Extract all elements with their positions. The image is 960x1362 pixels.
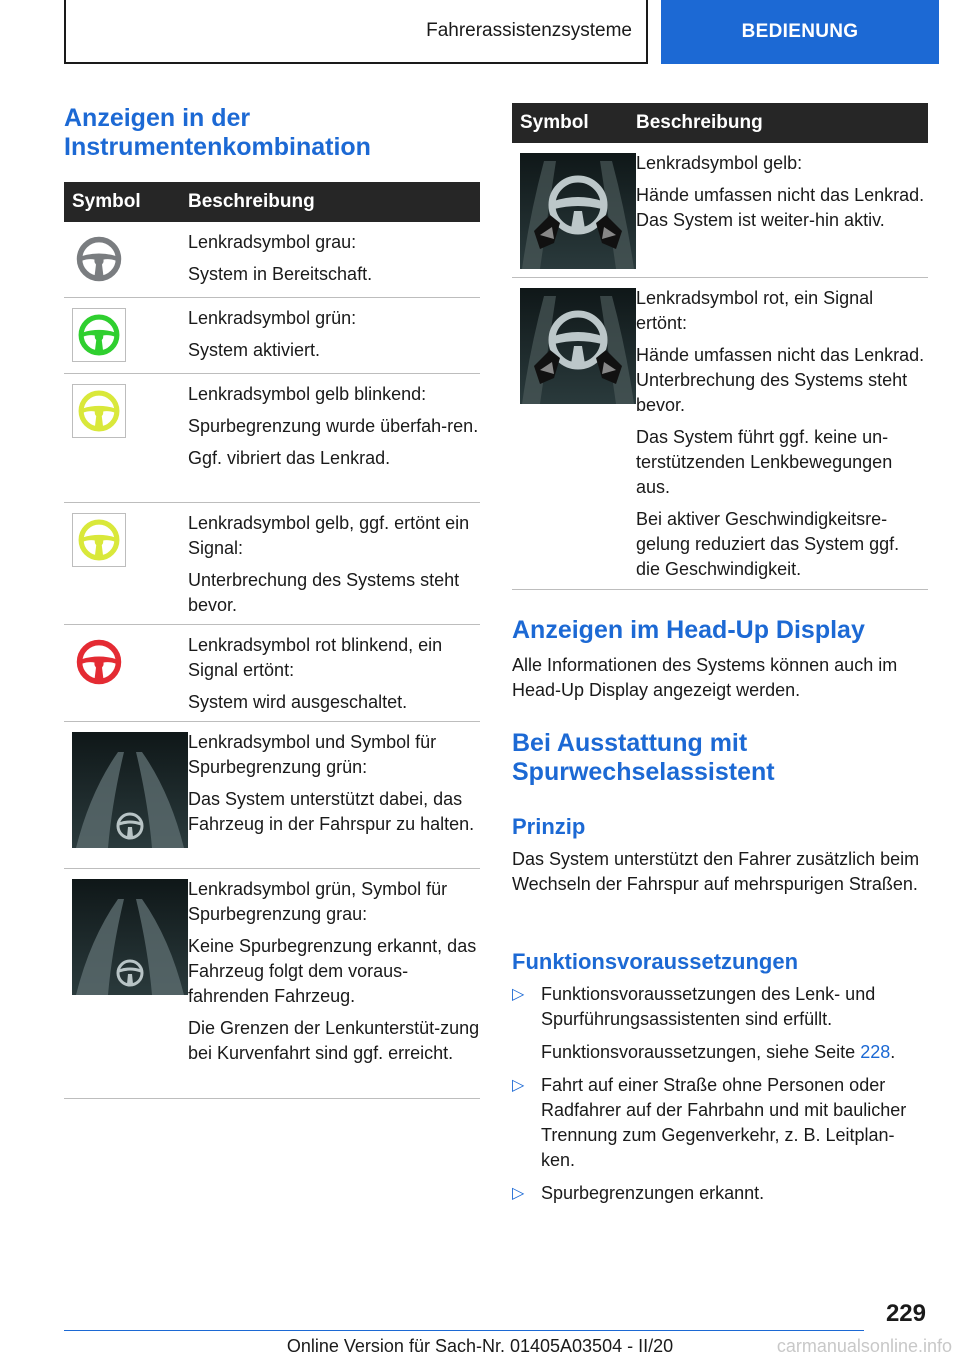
header-description: Beschreibung: [188, 191, 315, 212]
hud-heading: Anzeigen im Head-Up Display: [512, 616, 865, 644]
list-item: [512, 1181, 928, 1206]
header-symbol: Symbol: [520, 112, 589, 133]
instrument-cluster-table: [64, 182, 480, 1099]
cross-reference-text: Funktionsvoraussetzungen, siehe Seite: [541, 1042, 861, 1062]
row-title: Lenkradsymbol gelb:: [636, 153, 803, 173]
row-title: Lenkradsymbol rot, ein Signal ertönt:: [636, 288, 874, 333]
lane-display-screen-icon: [72, 879, 188, 995]
row-text: System in Bereitschaft.: [188, 264, 373, 284]
bullet-subtext: [541, 1040, 928, 1065]
section-title: Fahrerassistenzsysteme: [426, 20, 632, 41]
table-row: [64, 722, 480, 869]
triangle-bullet-icon: ▷: [512, 986, 525, 1003]
header-description: Beschreibung: [636, 112, 763, 133]
triangle-bullet-icon: ▷: [512, 1077, 525, 1094]
section-header: [64, 0, 648, 64]
page-link[interactable]: 228: [860, 1042, 891, 1062]
chapter-tab: [661, 0, 939, 64]
list-item: [512, 982, 928, 1065]
row-text: System aktiviert.: [188, 340, 321, 360]
hud-text: Alle Informationen des Systems können auch im Head-Up Display angezeigt werden.: [512, 655, 898, 700]
row-text: Die Grenzen der Lenkunterstüt-zung bei Kurvenfahrt sind ggf. erreicht.: [188, 1018, 480, 1063]
row-title: Lenkradsymbol rot blinkend, ein Signal ertönt:: [188, 635, 443, 680]
hands-off-wheel-screen-icon: [520, 288, 636, 404]
steering-wheel-yellow-icon: [72, 513, 126, 567]
table-row: [64, 298, 480, 374]
row-text: Unterbrechung des Systems steht bevor.: [188, 570, 460, 615]
table-row: [64, 222, 480, 298]
table-row: [64, 503, 480, 625]
footer-rule: [64, 1330, 864, 1331]
row-title: Lenkradsymbol grün:: [188, 308, 357, 328]
steering-wheel-gray-icon: [72, 232, 126, 286]
row-text: Spurbegrenzung wurde überfah-ren.: [188, 416, 479, 436]
row-text: Das System führt ggf. keine un-terstützenden Lenkbewegungen aus.: [636, 427, 893, 497]
page-number: 229: [885, 1300, 926, 1327]
hands-off-table: [512, 103, 928, 590]
hands-off-wheel-screen-icon: [520, 153, 636, 269]
footer-text: Online Version für Sach-Nr. 01405A03504 - II/20: [286, 1336, 674, 1356]
row-text: System wird ausgeschaltet.: [188, 692, 408, 712]
table-header: [64, 182, 480, 222]
table-row: [64, 625, 480, 722]
table-row: [512, 278, 928, 590]
bullet-text: Fahrt auf einer Straße ohne Personen oder Radfahrer auf der Fahrbahn und mit baulicher Trennung zum Gegenverkehr, z. B. Leitplan-ken.: [541, 1075, 907, 1170]
row-title: Lenkradsymbol gelb, ggf. ertönt ein Signal:: [188, 513, 470, 558]
steering-wheel-yellow-icon: [72, 384, 126, 438]
list-item: [512, 1073, 928, 1173]
lane-change-heading: Bei Ausstattung mit Spurwechselassistent: [512, 729, 775, 786]
triangle-bullet-icon: ▷: [512, 1185, 525, 1202]
lane-display-screen-icon: [72, 732, 188, 848]
row-text: Hände umfassen nicht das Lenkrad. Das System ist weiter-hin aktiv.: [636, 185, 925, 230]
bullet-text: Funktionsvoraussetzungen des Lenk- und Spurführungsassistenten sind erfüllt.: [541, 984, 876, 1029]
function-requirements-heading: Funktionsvoraussetzungen: [512, 949, 799, 974]
steering-wheel-green-icon: [72, 308, 126, 362]
header-symbol: Symbol: [72, 191, 141, 212]
requirements-list: [512, 982, 928, 1214]
row-text: Keine Spurbegrenzung erkannt, das Fahrzeug folgt dem voraus-fahrenden Fahrzeug.: [188, 936, 477, 1006]
row-title: Lenkradsymbol grau:: [188, 232, 357, 252]
row-title: Lenkradsymbol gelb blinkend:: [188, 384, 427, 404]
table-row: [512, 143, 928, 278]
watermark: carmanualsonline.info: [776, 1336, 952, 1356]
bullet-text: Spurbegrenzungen erkannt.: [541, 1183, 765, 1203]
row-title: Lenkradsymbol und Symbol für Spurbegrenzung grün:: [188, 732, 437, 777]
prinzip-text: Das System unterstützt den Fahrer zusätzlich beim Wechseln der Fahrspur auf mehrspurigen Straßen.: [512, 849, 920, 894]
table-row: [64, 374, 480, 503]
table-row: [64, 869, 480, 1099]
row-title: Lenkradsymbol grün, Symbol für Spurbegrenzung grau:: [188, 879, 448, 924]
chapter-title: BEDIENUNG: [741, 21, 859, 42]
prinzip-heading: Prinzip: [512, 814, 586, 839]
table-header: [512, 103, 928, 143]
steering-wheel-red-icon: [72, 635, 126, 689]
row-text: Hände umfassen nicht das Lenkrad. Unterbrechung des Systems steht bevor.: [636, 345, 925, 415]
row-text: Bei aktiver Geschwindigkeitsre-gelung reduziert das System ggf. die Geschwindigkeit.: [636, 509, 900, 579]
cross-reference-end: .: [890, 1042, 896, 1062]
row-text: Ggf. vibriert das Lenkrad.: [188, 448, 391, 468]
instrument-cluster-heading: Anzeigen in der Instrumentenkombination: [64, 104, 371, 161]
row-text: Das System unterstützt dabei, das Fahrzeug in der Fahrspur zu halten.: [188, 789, 475, 834]
